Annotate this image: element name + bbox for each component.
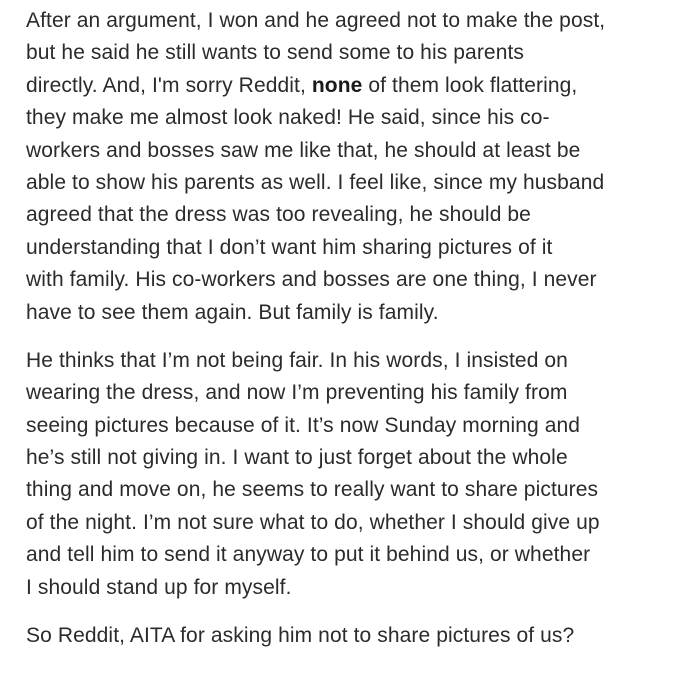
paragraph-2 (26, 345, 696, 604)
text-line: they make me almost look naked! He said, since his co- (26, 106, 550, 130)
text-line: he’s still not giving in. I want to just forget about the whole (26, 446, 568, 470)
text-line: I should stand up for myself. (26, 575, 292, 599)
text-line: workers and bosses saw me like that, he should at least be (26, 138, 581, 162)
emphasis-none: none (311, 73, 363, 97)
text-line: wearing the dress, and now I’m preventing his family from (26, 381, 568, 405)
text-line: understanding that I don’t want him sharing pictures of it (26, 235, 553, 259)
text-line: He thinks that I’m not being fair. In his words, I insisted on (26, 348, 568, 372)
text-line: of the night. I’m not sure what to do, whether I should give up (26, 510, 600, 534)
text-line: directly. And, I'm sorry Reddit, none of them look flattering, (26, 73, 578, 97)
text-line: After an argument, I won and he agreed not to make the post, (26, 9, 606, 32)
text-line: So Reddit, AITA for asking him not to share pictures of us? (26, 624, 575, 648)
paragraph-gap (26, 329, 696, 345)
text-line: thing and move on, he seems to really want to share pictures (26, 478, 599, 502)
paragraph-3 (26, 620, 696, 652)
text-line: have to see them again. But family is family. (26, 300, 439, 324)
post-body (26, 5, 696, 652)
text-line: able to show his parents as well. I feel like, since my husband (26, 170, 605, 194)
text-line: with family. His co-workers and bosses are one thing, I never (26, 268, 597, 292)
paragraph-gap (26, 604, 696, 620)
text-line: but he said he still wants to send some to his parents (26, 41, 525, 65)
paragraph-1 (26, 5, 696, 329)
text-line: and tell him to send it anyway to put it behind us, or whether (26, 543, 591, 567)
text-line: seeing pictures because of it. It’s now Sunday morning and (26, 413, 581, 437)
text-line: agreed that the dress was too revealing, he should be (26, 203, 531, 227)
